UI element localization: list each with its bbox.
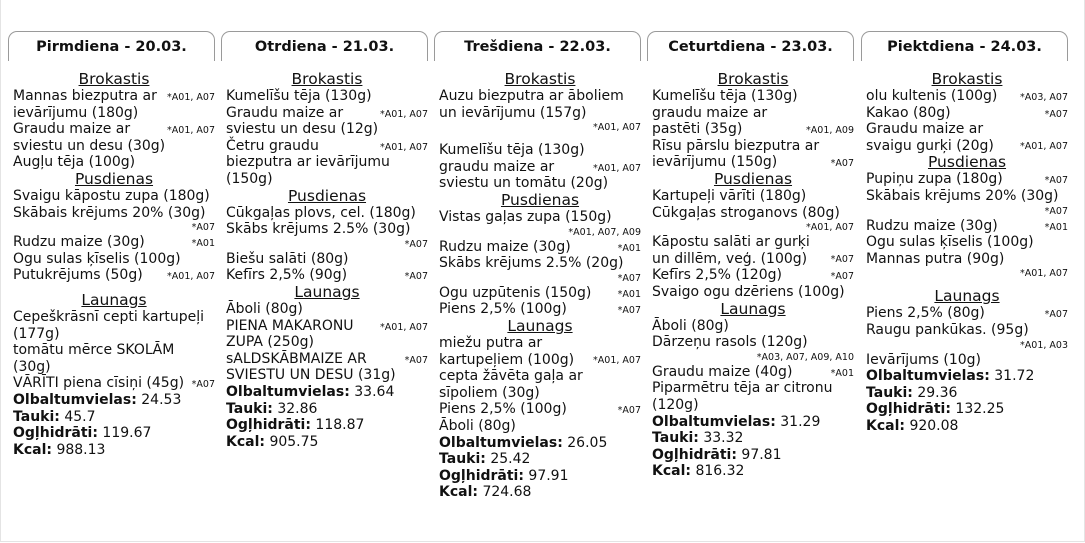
- allergen-code: *A01, A07: [1020, 141, 1068, 153]
- menu-item: [226, 221, 428, 251]
- nutrition-value: 31.72: [994, 368, 1035, 385]
- dish-name: Kartupeļi vārīti (180g): [652, 187, 807, 204]
- nutrition-label: Ogļhidrāti:: [13, 425, 98, 442]
- allergen-code: *A01, A07: [167, 125, 215, 137]
- dish-name: Auzu biezputra ar āboliem un ievārījumu (157g): [439, 88, 624, 121]
- lunch-heading: Pusdienas: [927, 153, 1007, 172]
- dish-name: Ogu sulas ķīselis (100g): [13, 250, 181, 267]
- nutrition-value: 97.81: [741, 446, 782, 463]
- menu-item: [652, 138, 854, 171]
- menu-item: [866, 251, 1068, 281]
- menu-item: [652, 284, 854, 301]
- menu-item: [652, 105, 854, 138]
- menu-item: [13, 267, 215, 284]
- nutrition-value: 816.32: [695, 463, 745, 480]
- nutrition-value: 119.67: [102, 425, 152, 442]
- menu-item: [226, 105, 428, 138]
- nutrition-row: [652, 430, 854, 447]
- dish-name: olu kultenis (100g): [866, 88, 998, 104]
- dish-name: VĀRĪTI piena cīsiņi (45g): [13, 375, 185, 392]
- nutrition-row: [439, 468, 641, 485]
- day-column-thursday: [647, 31, 854, 480]
- nutrition-label: Ogļhidrāti:: [439, 467, 524, 484]
- menu-item: [652, 188, 854, 205]
- menu-item: [866, 352, 1068, 369]
- dish-name: Cūkgaļas stroganovs (80g): [652, 204, 840, 221]
- nutrition-value: 920.08: [909, 417, 959, 434]
- snack-heading: Launags: [720, 299, 786, 318]
- dish-name: Skābs krējums 2.5% (30g): [226, 221, 411, 238]
- allergen-code: *A07: [404, 271, 428, 283]
- lunch-heading: Pusdienas: [287, 186, 367, 205]
- dish-name: Graudu maize ar svaigu gurķi (20g): [866, 121, 994, 154]
- nutrition-label: Kcal:: [652, 463, 691, 480]
- allergen-code: *A03, A07, A09, A10: [756, 351, 854, 363]
- dish-name: graudu maize ar pastēti (35g): [652, 104, 768, 138]
- allergen-code: *A01, A07: [593, 354, 641, 366]
- allergen-code: *A07: [404, 238, 428, 250]
- allergen-code: *A01, A07, A09: [568, 226, 641, 238]
- nutrition-value: 29.36: [917, 384, 958, 401]
- menu-item: [652, 234, 854, 267]
- dish-name: Āboli (80g): [226, 300, 303, 317]
- allergen-code: *A07: [617, 272, 641, 284]
- dish-name: Rīsu pārslu biezputra ar ievārījumu (150g): [652, 137, 820, 171]
- menu-item: [13, 251, 215, 268]
- menu-item: [652, 267, 854, 284]
- allergen-code: *A07: [191, 222, 215, 234]
- nutrition-row: [866, 401, 1068, 418]
- dish-name: Dārzeņu rasols (120g): [652, 334, 808, 351]
- menu-item: [866, 121, 1068, 154]
- dish-name: Putukrējums (50g): [13, 267, 143, 284]
- allergen-code: *A07: [617, 405, 641, 417]
- nutrition-value: 988.13: [56, 441, 106, 458]
- dish-name: Kakao (80g): [866, 104, 951, 121]
- nutrition-label: Olbaltumvielas:: [652, 413, 776, 430]
- nutrition-label: Kcal:: [226, 433, 265, 450]
- dish-name: Kefīrs 2,5% (90g): [226, 267, 348, 284]
- breakfast-heading: Brokastis: [78, 70, 150, 88]
- dish-name: Graudu maize ar sviestu un desu (30g): [13, 121, 166, 154]
- dish-name: Kumelīšu tēja (130g): [226, 88, 372, 104]
- menu-item: [13, 121, 215, 154]
- allergen-code: *A07: [1044, 175, 1068, 187]
- dish-name: PIENA MAKARONU ZUPA (250g): [226, 317, 354, 351]
- nutrition-row: [13, 392, 215, 409]
- menu-item: [13, 375, 215, 392]
- nutrition-value: 31.29: [780, 413, 821, 430]
- nutrition-value: 97.91: [528, 467, 569, 484]
- allergen-code: *A07: [404, 354, 428, 366]
- day-column-wednesday: [434, 31, 641, 501]
- nutrition-row: [866, 368, 1068, 385]
- allergen-code: *A07: [1044, 108, 1068, 120]
- nutrition-row: [652, 463, 854, 480]
- nutrition-row: [226, 384, 428, 401]
- dish-name: Āboli (80g): [439, 417, 516, 434]
- dish-name: Piens 2,5% (80g): [866, 305, 985, 322]
- day-column-friday: [861, 31, 1068, 435]
- menu-item: [652, 318, 854, 335]
- dish-name: Pupiņu zupa (180g): [866, 171, 1003, 188]
- nutrition-value: 24.53: [141, 391, 182, 408]
- nutrition-row: [652, 414, 854, 431]
- nutrition-row: [652, 447, 854, 464]
- allergen-code: *A01, A07: [593, 122, 641, 134]
- dish-name: Mannas biezputra ar ievārījumu (180g): [13, 88, 157, 121]
- breakfast-heading: Brokastis: [504, 70, 576, 88]
- menu-item: [439, 159, 641, 192]
- dish-name: Piparmētru tēja ar citronu (120g): [652, 380, 833, 413]
- menu-item: [439, 209, 641, 239]
- dish-name: Ogu sulas ķīselis (100g): [866, 234, 1034, 251]
- dish-name: Svaigo ogu dzēriens (100g): [652, 283, 845, 300]
- allergen-code: *A01, A03: [1020, 339, 1068, 351]
- allergen-code: *A03, A07: [1020, 92, 1068, 103]
- dish-name: miežu putra ar kartupeļiem (100g): [439, 334, 575, 368]
- allergen-code: *A01, A09: [806, 124, 854, 136]
- dish-name: Kumelīšu tēja (130g): [652, 88, 798, 104]
- dish-name: graudu maize ar sviestu un tomātu (20g): [439, 158, 609, 192]
- allergen-code: *A01, A07: [593, 162, 641, 174]
- nutrition-label: Olbaltumvielas:: [439, 434, 563, 451]
- allergen-code: *A01, A07: [806, 222, 854, 234]
- nutrition-value: 905.75: [269, 433, 319, 450]
- menu-item: [866, 171, 1068, 188]
- menu-item: [866, 105, 1068, 122]
- nutrition-value: 724.68: [482, 484, 532, 501]
- allergen-code: *A01, A07: [380, 108, 428, 120]
- dish-name: cepta žāvēta gaļa ar sīpoliem (30g): [439, 368, 583, 401]
- menu-item: [226, 138, 428, 188]
- nutrition-row: [866, 385, 1068, 402]
- dish-name: Piens 2,5% (100g): [439, 401, 567, 418]
- allergen-code: *A07: [191, 379, 215, 391]
- menu-item: [439, 285, 641, 302]
- nutrition-value: 32.86: [277, 400, 318, 417]
- dish-name: sALDSKĀBMAIZE AR SVIESTU UN DESU (31g): [226, 350, 396, 384]
- menu-item: [439, 335, 641, 368]
- menu-item: [226, 205, 428, 222]
- dish-name: Ogu uzpūtenis (150g): [439, 284, 592, 301]
- snack-heading: Launags: [507, 316, 573, 335]
- nutrition-label: Kcal:: [13, 441, 52, 458]
- allergen-code: *A01: [617, 242, 641, 254]
- day-column-tuesday: [221, 31, 428, 450]
- menu-item: [652, 205, 854, 235]
- nutrition-label: Kcal:: [866, 417, 905, 434]
- dish-name: Raugu pankūkas. (95g): [866, 321, 1029, 338]
- dish-name: Piens 2,5% (100g): [439, 301, 567, 318]
- nutrition-label: Olbaltumvielas:: [866, 368, 990, 385]
- dish-name: Vistas gaļas zupa (150g): [439, 208, 612, 225]
- menu-item: [439, 301, 641, 318]
- nutrition-label: Kcal:: [439, 484, 478, 501]
- menu-item: [226, 88, 428, 105]
- nutrition-value: 45.7: [64, 408, 96, 425]
- menu-item: [439, 239, 641, 256]
- allergen-code: *A01: [617, 288, 641, 300]
- menu-item: [439, 88, 641, 134]
- day-title: Pirmdiena - 20.03.: [8, 31, 215, 61]
- nutrition-label: Tauki:: [13, 408, 60, 425]
- nutrition-row: [439, 435, 641, 452]
- menu-item: [13, 234, 215, 251]
- menu-item: [13, 188, 215, 205]
- day-title: Trešdiena - 22.03.: [434, 31, 641, 61]
- nutrition-row: [13, 442, 215, 459]
- allergen-code: *A01: [1044, 221, 1068, 233]
- menu-item: [866, 234, 1068, 251]
- menu-item: [13, 88, 215, 121]
- menu-item: [866, 305, 1068, 322]
- dish-name: Kumelīšu tēja (130g): [439, 142, 585, 159]
- day-title: Otrdiena - 21.03.: [221, 31, 428, 61]
- menu-item: [652, 364, 854, 381]
- nutrition-label: Tauki:: [439, 451, 486, 468]
- menu-item: [13, 205, 215, 235]
- allergen-code: *A01, A07: [1020, 268, 1068, 280]
- menu-item: [652, 334, 854, 364]
- menu-item: [439, 418, 641, 435]
- allergen-code: *A01, A07: [380, 141, 428, 153]
- dish-name: Cūkgaļas plovs, cel. (180g): [226, 204, 416, 221]
- nutrition-value: 33.64: [354, 383, 395, 400]
- nutrition-label: Tauki:: [226, 400, 273, 417]
- nutrition-value: 118.87: [315, 417, 365, 434]
- snack-heading: Launags: [934, 287, 1000, 306]
- nutrition-value: 25.42: [490, 451, 531, 468]
- menu-item: [439, 368, 641, 401]
- nutrition-label: Tauki:: [652, 430, 699, 447]
- nutrition-row: [226, 401, 428, 418]
- menu-item: [13, 342, 215, 375]
- dish-name: Cepeškrāsnī cepti kartupeļi (177g): [13, 308, 204, 342]
- menu-item: [439, 255, 641, 285]
- menu-item: [866, 218, 1068, 235]
- menu-item: [226, 267, 428, 284]
- dish-name: Ievārījums (10g): [866, 351, 982, 368]
- menu-item: [866, 188, 1068, 218]
- nutrition-row: [13, 409, 215, 426]
- menu-item: [652, 88, 854, 105]
- nutrition-value: 26.05: [567, 434, 608, 451]
- menu-item: [652, 380, 854, 413]
- breakfast-heading: Brokastis: [717, 70, 789, 88]
- snack-heading: Launags: [294, 282, 360, 301]
- dish-name: tomātu mērce SKOLĀM (30g): [13, 342, 175, 375]
- dish-name: Rudzu maize (30g): [439, 238, 571, 255]
- dish-name: Mannas putra (90g): [866, 250, 1005, 267]
- lunch-heading: Pusdienas: [713, 169, 793, 188]
- allergen-code: *A07: [830, 254, 854, 266]
- lunch-heading: Pusdienas: [500, 190, 580, 209]
- breakfast-heading: Brokastis: [931, 70, 1003, 88]
- allergen-code: *A07: [830, 271, 854, 283]
- allergen-code: *A07: [1044, 205, 1068, 217]
- spacer: [439, 134, 641, 142]
- nutrition-label: Ogļhidrāti:: [866, 401, 951, 418]
- dish-name: Rudzu maize (30g): [866, 217, 998, 234]
- menu-item: [226, 251, 428, 268]
- allergen-code: *A01, A07: [380, 321, 428, 333]
- lunch-heading: Pusdienas: [74, 169, 154, 188]
- dish-name: Skābais krējums 20% (30g): [866, 187, 1059, 204]
- menu-item: [226, 351, 428, 384]
- nutrition-row: [226, 417, 428, 434]
- nutrition-label: Tauki:: [866, 384, 913, 401]
- day-title: Piektdiena - 24.03.: [861, 31, 1068, 61]
- dish-name: Augļu tēja (100g): [13, 154, 136, 171]
- menu-item: [13, 309, 215, 342]
- nutrition-label: Ogļhidrāti:: [652, 446, 737, 463]
- nutrition-value: 132.25: [955, 401, 1005, 418]
- allergen-code: *A07: [617, 305, 641, 317]
- menu-item: [226, 301, 428, 318]
- nutrition-row: [226, 434, 428, 451]
- menu-item: [13, 154, 215, 171]
- menu-item: [439, 401, 641, 418]
- nutrition-row: [866, 418, 1068, 435]
- dish-name: Graudu maize ar sviestu un desu (12g): [226, 104, 379, 138]
- menu-item: [866, 322, 1068, 352]
- snack-heading: Launags: [81, 290, 147, 309]
- breakfast-heading: Brokastis: [291, 70, 363, 88]
- dish-name: Rudzu maize (30g): [13, 234, 145, 251]
- dish-name: Graudu maize (40g): [652, 363, 793, 380]
- menu-item: [866, 88, 1068, 105]
- allergen-code: *A01, A07: [167, 92, 215, 103]
- nutrition-label: Olbaltumvielas:: [13, 391, 137, 408]
- day-column-monday: [8, 31, 215, 458]
- dish-name: Skābs krējums 2.5% (20g): [439, 255, 624, 272]
- allergen-code: *A07: [830, 157, 854, 169]
- nutrition-row: [439, 451, 641, 468]
- nutrition-row: [13, 425, 215, 442]
- dish-name: Biešu salāti (80g): [226, 250, 349, 267]
- day-title: Ceturtdiena - 23.03.: [647, 31, 854, 61]
- nutrition-row: [439, 484, 641, 501]
- dish-name: Svaigu kāpostu zupa (180g): [13, 187, 210, 204]
- dish-name: Āboli (80g): [652, 317, 729, 334]
- allergen-code: *A01, A07: [167, 271, 215, 283]
- allergen-code: *A01: [191, 238, 215, 250]
- dish-name: Kāpostu salāti ar gurķi un dillēm, veģ. (100g): [652, 234, 810, 267]
- dish-name: Skābais krējums 20% (30g): [13, 204, 206, 221]
- menu-item: [226, 318, 428, 351]
- menu-item: [439, 142, 641, 159]
- nutrition-label: Olbaltumvielas:: [226, 383, 350, 400]
- nutrition-value: 33.32: [703, 430, 744, 447]
- dish-name: Četru graudu biezputra ar ievārījumu (150g): [226, 137, 390, 187]
- allergen-code: *A01: [830, 367, 854, 379]
- nutrition-label: Ogļhidrāti:: [226, 417, 311, 434]
- allergen-code: *A07: [1044, 309, 1068, 321]
- dish-name: Kefīrs 2,5% (120g): [652, 267, 782, 284]
